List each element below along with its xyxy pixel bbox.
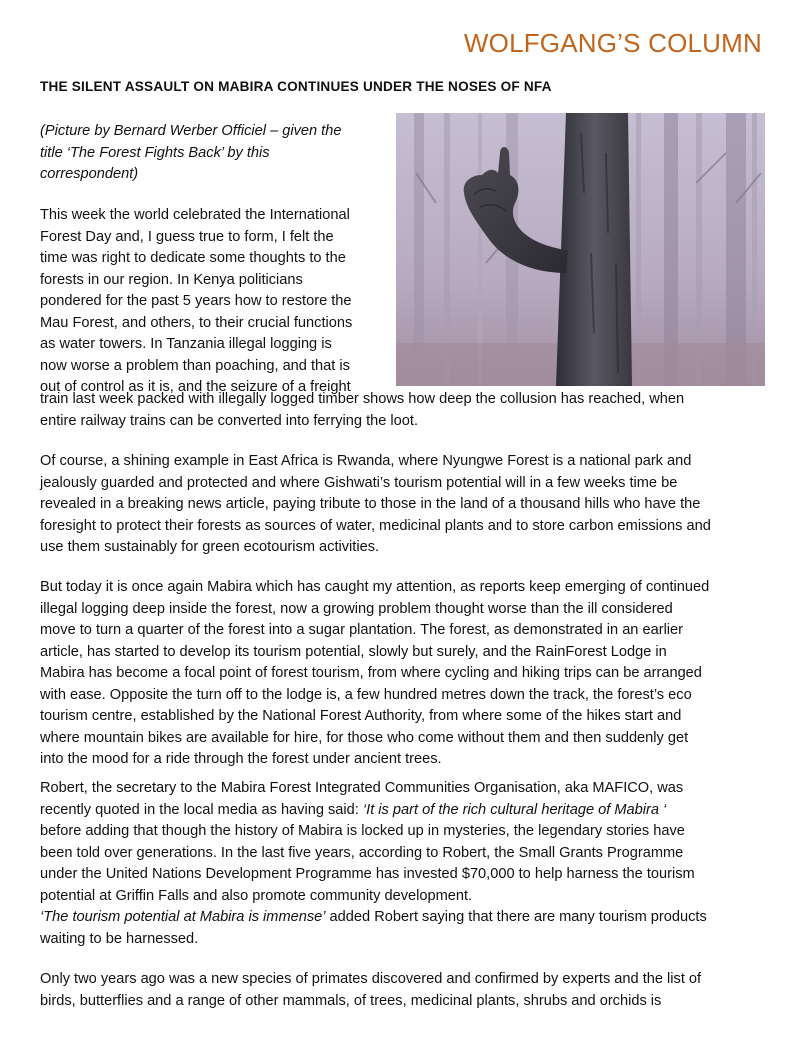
paragraph-1-top — [40, 205, 392, 399]
text-segment: added Robert saying that there are many tourism products — [325, 909, 707, 925]
text-line: tourism centre, established by the National Forest Authority, from where some of the hikes start and — [40, 708, 682, 724]
paragraph-4 — [40, 778, 770, 950]
text-line: But today it is once again Mabira which has caught my attention, as reports keep emerging of continued — [40, 579, 710, 595]
text-line: potential at Griffin Falls and also promote community development. — [40, 887, 473, 904]
quote-segment: ‘The tourism potential at Mabira is immense’ — [40, 909, 326, 925]
article-headline: THE SILENT ASSAULT ON MABIRA CONTINUES UNDER THE NOSES OF NFA — [40, 79, 552, 94]
text-line: jealously guarded and protected and where Gishwati’s tourism potential will in a few weeks time be — [40, 474, 678, 491]
text-line: as water towers. In Tanzania illegal logging is — [40, 336, 332, 352]
text-line: waiting to be harnessed. — [40, 930, 199, 947]
text-line: where mountain bikes are available for hire, for those who come without them and then suddenly get — [40, 729, 689, 746]
text-line: been told over generations. In the last five years, according to Robert, the Small Grants Programme — [40, 844, 684, 861]
paragraph-1-bottom — [40, 389, 770, 432]
text-line: before adding that though the history of Mabira is locked up in mysteries, the legendary stories have — [40, 823, 685, 839]
text-line: into the mood for a ride through the forest under ancient trees. — [40, 751, 442, 767]
text-line: under the United Nations Development Programme has invested $70,000 to help harness the tourism — [40, 866, 695, 882]
text-line: train last week packed with illegally logged timber shows how deep the collusion has reached, when — [40, 391, 685, 407]
text-line: pondered for the past 5 years how to restore the — [40, 293, 352, 309]
text-line: Mabira has become a focal point of forest tourism, from where cycling and hiking trips can be arranged — [40, 665, 702, 681]
text-line: Only two years ago was a new species of primates discovered and confirmed by experts and the list of — [40, 971, 702, 987]
text-line: forests in our region. In Kenya politicians — [40, 271, 303, 288]
caption-line: (Picture by Bernard Werber Officiel – given the — [40, 123, 342, 139]
text-line: This week the world celebrated the International — [40, 207, 350, 223]
caption-line: title ‘The Forest Fights Back’ by this — [40, 144, 270, 161]
photo-caption — [40, 121, 375, 186]
column-title: WOLFGANG’S COLUMN — [463, 28, 762, 58]
text-line — [40, 800, 770, 822]
text-line: entire railway trains can be converted into ferrying the loot. — [40, 412, 419, 429]
text-line: use them sustainably for green ecotourism activities. — [40, 539, 380, 555]
paragraph-3 — [40, 577, 770, 771]
forest-tree-photo — [396, 113, 765, 386]
caption-line: correspondent) — [40, 166, 139, 182]
text-line: Of course, a shining example in East Africa is Rwanda, where Nyungwe Forest is a national park and — [40, 453, 692, 469]
text-line: Mau Forest, and others, to their crucial functions — [40, 314, 353, 331]
text-line: foresight to protect their forests as sources of water, medicinal plants and to store carbon emissions and — [40, 517, 711, 534]
text-line: move to turn a quarter of the forest into a sugar plantation. The forest, as demonstrated in an earlier — [40, 622, 684, 638]
text-line: out of control as it is, and the seizure of a freight — [40, 379, 351, 395]
text-line: birds, butterflies and a range of other mammals, of trees, medicinal plants, shrubs and orchids is — [40, 992, 662, 1009]
text-line: Robert, the secretary to the Mabira Forest Integrated Communities Organisation, aka MAFICO, was — [40, 780, 684, 796]
paragraph-5 — [40, 969, 770, 1012]
tree-photo-illustration — [396, 113, 765, 386]
text-segment: recently quoted in the local media as having said: — [40, 801, 363, 818]
text-line: time was right to dedicate some thoughts to the — [40, 250, 346, 266]
text-line: revealed in a breaking news article, paying tribute to those in the land of a thousand hills who have the — [40, 496, 701, 512]
paragraph-2 — [40, 451, 770, 559]
text-line: article, has started to develop its tourism potential, slowly but surely, and the RainForest Lodge in — [40, 643, 667, 660]
text-line: illegal logging deep inside the forest, now a growing problem thought worse than the ill considered — [40, 600, 673, 617]
text-line: with ease. Opposite the turn off to the lodge is, a few hundred metres down the track, the forest’s eco — [40, 686, 692, 703]
text-line: now worse a problem than poaching, and that is — [40, 357, 350, 374]
text-line — [40, 907, 770, 929]
quote-segment: ‘It is part of the rich cultural heritage of Mabira ‘ — [362, 801, 667, 818]
text-line: Forest Day and, I guess true to form, I felt the — [40, 228, 334, 245]
